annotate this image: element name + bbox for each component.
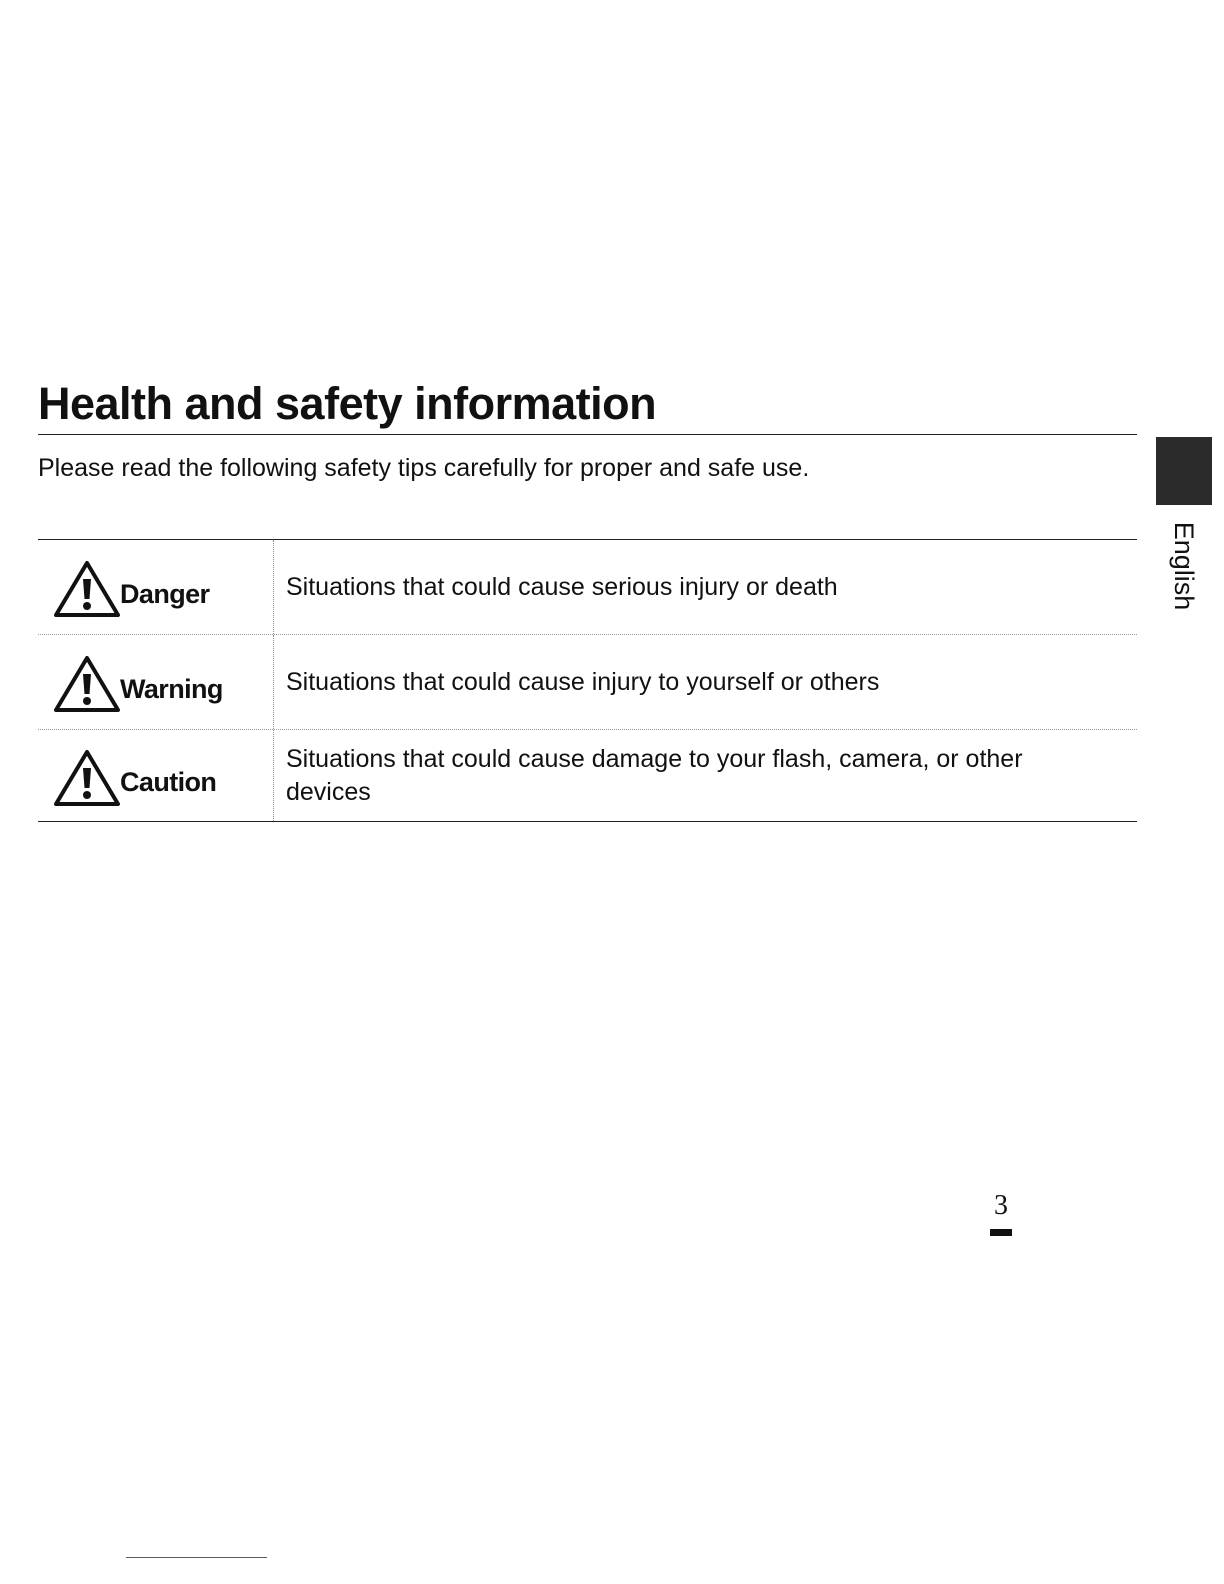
warning-triangle-icon [52, 654, 122, 714]
warning-triangle-icon [52, 559, 122, 619]
safety-row-danger [38, 540, 1137, 634]
footer-divider [126, 1557, 267, 1558]
intro-text: Please read the following safety tips carefully for proper and safe use. [38, 454, 810, 482]
safety-level-description: Situations that could cause injury to yourself or others [286, 667, 880, 696]
page-title: Health and safety information [38, 378, 657, 429]
safety-level-cell [38, 730, 274, 821]
language-tab-label: English [1169, 521, 1199, 611]
page-number-marker [990, 1229, 1012, 1236]
warning-triangle-icon [52, 748, 122, 808]
page-number: 3 [994, 1190, 1008, 1221]
safety-level-description: Situations that could cause damage to your flash, camera, or other devices [286, 744, 1023, 806]
safety-row-warning [38, 634, 1137, 729]
title-divider [38, 434, 1137, 435]
safety-level-cell [38, 540, 274, 634]
safety-levels-table [38, 539, 1137, 822]
language-tab-marker [1156, 437, 1212, 505]
safety-level-description: Situations that could cause serious injury or death [286, 572, 838, 601]
safety-level-cell [38, 635, 274, 729]
safety-level-label: Caution [120, 767, 217, 797]
safety-level-label: Danger [120, 578, 210, 609]
safety-level-label: Warning [120, 673, 223, 704]
safety-row-caution [38, 729, 1137, 821]
